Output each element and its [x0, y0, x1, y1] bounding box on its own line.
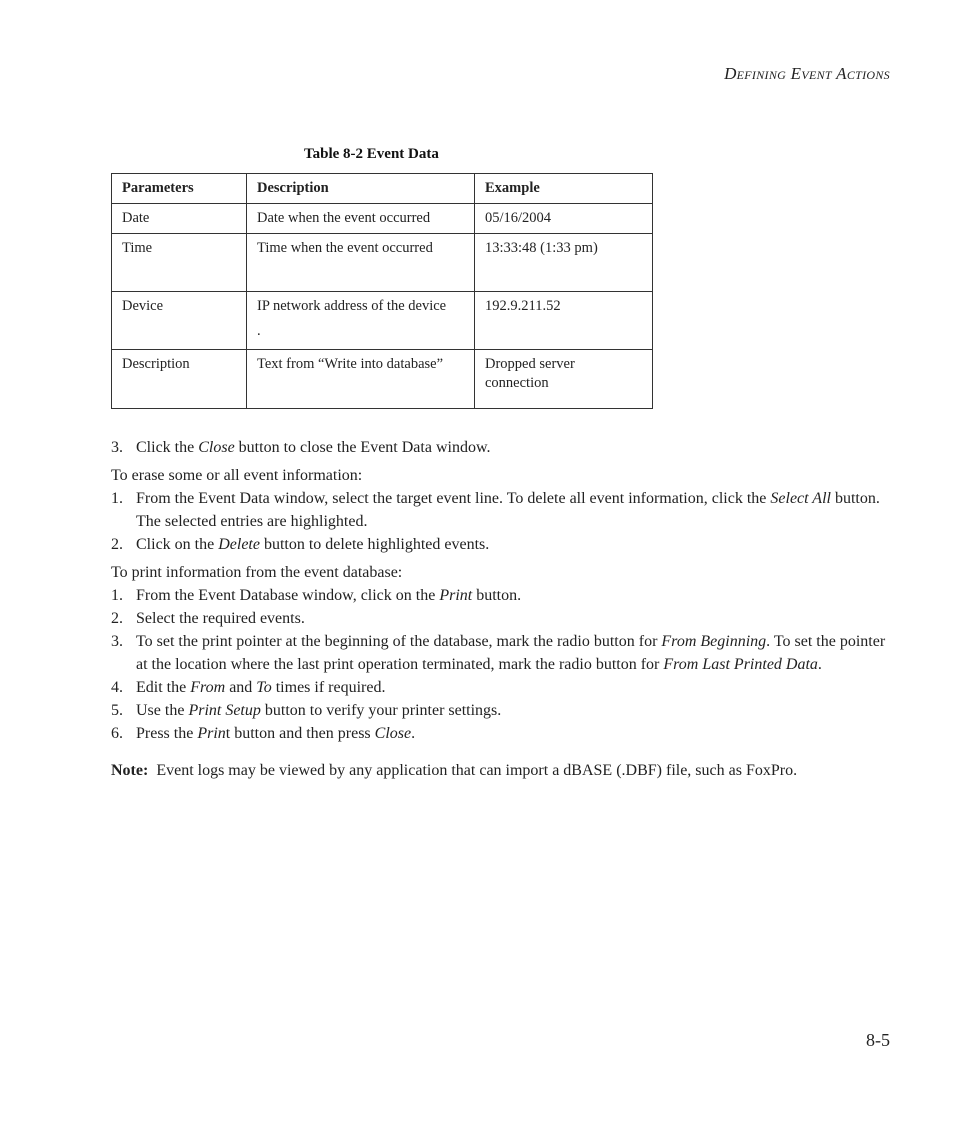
list-item: 4. Edit the From and To times if required.: [111, 679, 386, 696]
table-cell: Dropped server connection: [475, 350, 653, 409]
table-cell: Text from “Write into database”: [247, 350, 475, 409]
note-label: Note:: [111, 762, 149, 779]
table-cell: Date: [112, 204, 247, 234]
table-row: [112, 292, 653, 350]
table-cell: Description: [112, 350, 247, 409]
table-cell: Time when the event occurred: [247, 234, 475, 292]
table-row: [112, 234, 653, 292]
table-cell: Time: [112, 234, 247, 292]
list-item: 1. From the Event Database window, click on the Print button.: [111, 587, 522, 604]
paragraph: To erase some or all event information:: [111, 467, 363, 484]
note: [111, 759, 891, 782]
table-cell: 13:33:48 (1:33 pm): [475, 234, 653, 292]
table-header-row: [112, 174, 653, 204]
list-item: 2. Select the required events.: [111, 610, 305, 627]
table-cell: 05/16/2004: [475, 204, 653, 234]
list-item: 6. Press the Print button and then press Close.: [111, 725, 416, 742]
body-text: [111, 436, 891, 782]
event-data-table: [111, 173, 653, 409]
table-cell: Date when the event occurred: [247, 204, 475, 234]
note-text: Event logs may be viewed by any application that can import a dBASE (.DBF) file, such as FoxPro.: [156, 762, 798, 779]
page-number: 8-5: [866, 1030, 890, 1050]
table-cell: IP network address of the device .: [247, 292, 475, 350]
table-caption: Table 8-2 Event Data: [304, 146, 439, 162]
table-cell: 192.9.211.52: [475, 292, 653, 350]
table-row: [112, 350, 653, 409]
list-item: 5. Use the Print Setup button to verify your printer settings.: [111, 702, 502, 719]
table-cell: Device: [112, 292, 247, 350]
column-header: Description: [247, 174, 475, 204]
list-item: 3. To set the print pointer at the beginning of the database, mark the radio button for From Beginning. To set the pointer at the location where the last print operation terminated, mark the radio button for From Last Printed Data.: [111, 633, 886, 673]
paragraph: To print information from the event database:: [111, 564, 403, 581]
list-item: 2. Click on the Delete button to delete highlighted events.: [111, 536, 490, 553]
list-item: 1. From the Event Data window, select the target event line. To delete all event information, click the Select All button. The selected entries are highlighted.: [111, 490, 880, 530]
column-header: Example: [475, 174, 653, 204]
running-header: Defining Event Actions: [724, 64, 890, 83]
table-row: [112, 204, 653, 234]
list-item: 3. Click the Close button to close the Event Data window.: [111, 439, 491, 456]
column-header: Parameters: [112, 174, 247, 204]
